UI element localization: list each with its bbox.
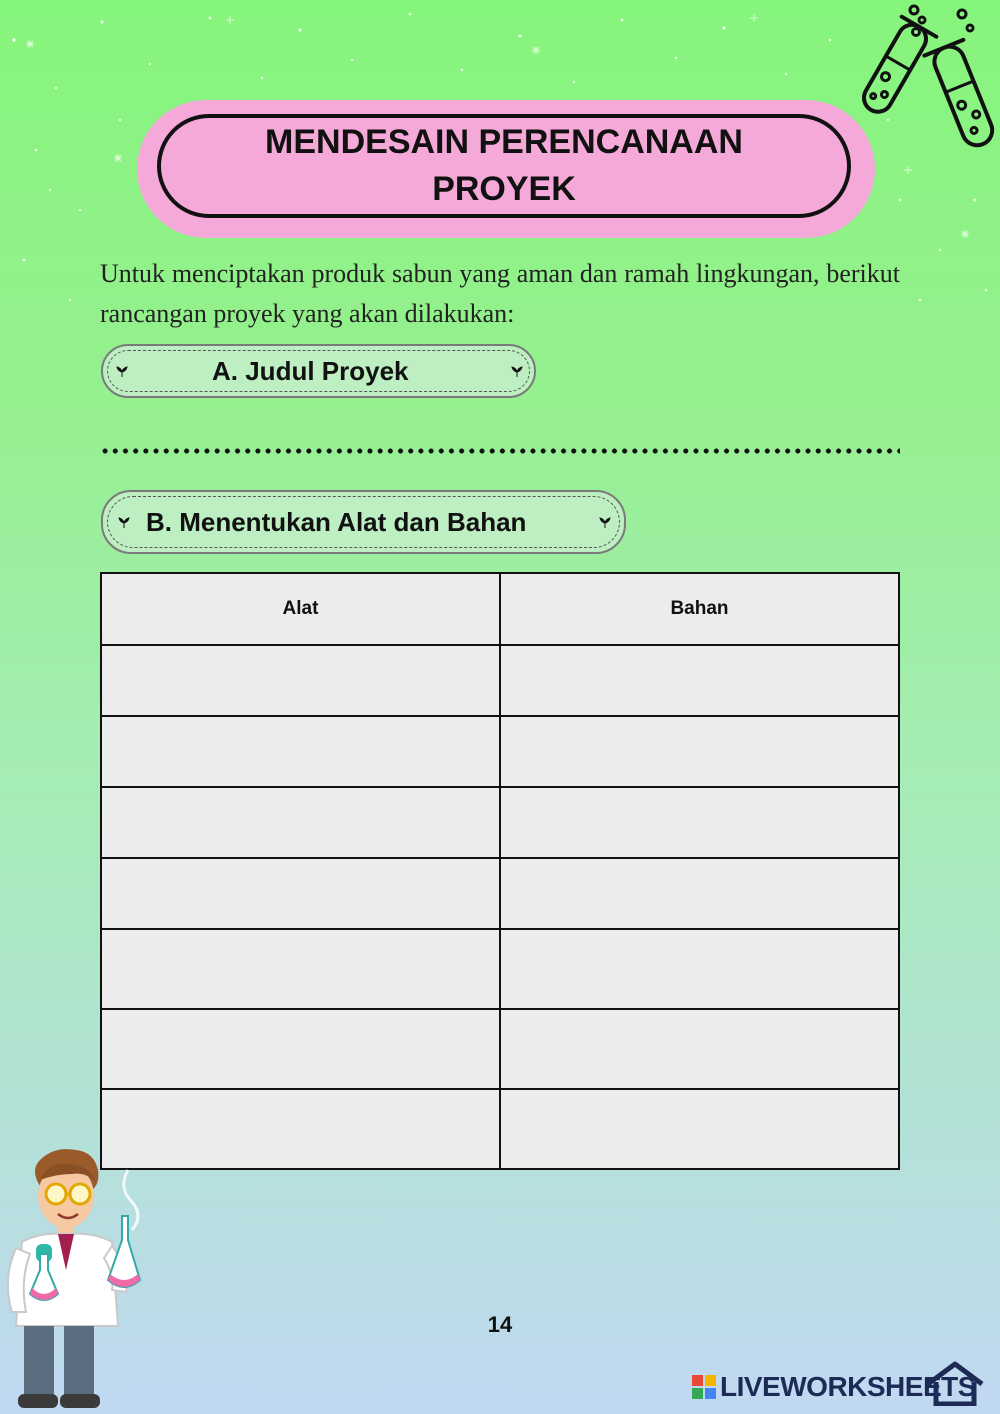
test-tubes-icon xyxy=(850,0,1000,165)
alat-bahan-table xyxy=(100,572,900,1170)
house-icon xyxy=(924,1360,986,1406)
bahan-cell[interactable] xyxy=(500,716,899,787)
intro-paragraph: Untuk menciptakan produk sabun yang aman dan ramah lingkungan, berikut rancangan proyek yang akan dilakukan: xyxy=(100,259,900,328)
alat-cell[interactable] xyxy=(101,716,500,787)
section-b-label: B. Menentukan Alat dan Bahan xyxy=(146,506,527,537)
bahan-cell[interactable] xyxy=(500,929,899,1009)
table-row xyxy=(101,787,899,858)
alat-cell[interactable] xyxy=(101,858,500,929)
table-row xyxy=(101,716,899,787)
alat-cell[interactable] xyxy=(101,1009,500,1089)
table-row xyxy=(101,858,899,929)
section-a-pill xyxy=(101,344,536,398)
leaf-icon xyxy=(117,515,131,529)
bahan-cell[interactable] xyxy=(500,645,899,716)
bahan-cell[interactable] xyxy=(500,858,899,929)
column-header-bahan: Bahan xyxy=(500,573,899,645)
title-frame xyxy=(157,114,851,218)
table-header-row xyxy=(101,573,899,645)
alat-cell[interactable] xyxy=(101,929,500,1009)
alat-cell[interactable] xyxy=(101,645,500,716)
section-b-pill xyxy=(101,490,626,554)
brand-name: LIVEWORKSHEETS xyxy=(720,1371,976,1402)
bahan-cell[interactable] xyxy=(500,1009,899,1089)
leaf-icon xyxy=(510,364,524,378)
bahan-cell[interactable] xyxy=(500,787,899,858)
table-row xyxy=(101,1089,899,1169)
page-title: MENDESAIN PERENCANAAN PROYEK xyxy=(265,123,743,208)
alat-cell[interactable] xyxy=(101,1089,500,1169)
table-row xyxy=(101,1009,899,1089)
liveworksheets-logo xyxy=(692,1360,992,1406)
bahan-cell[interactable] xyxy=(500,1089,899,1169)
leaf-icon xyxy=(115,364,129,378)
page-number: 14 xyxy=(487,1312,513,1337)
alat-cell[interactable] xyxy=(101,787,500,858)
leaf-icon xyxy=(598,515,612,529)
answer-line-judul-proyek[interactable] xyxy=(100,447,900,455)
column-header-alat: Alat xyxy=(101,573,500,645)
scientist-illustration xyxy=(0,1130,160,1414)
table-row xyxy=(101,645,899,716)
brand-badge-icon xyxy=(692,1375,716,1399)
section-a-label: A. Judul Proyek xyxy=(212,355,409,386)
title-banner xyxy=(137,100,875,238)
table-row xyxy=(101,929,899,1009)
